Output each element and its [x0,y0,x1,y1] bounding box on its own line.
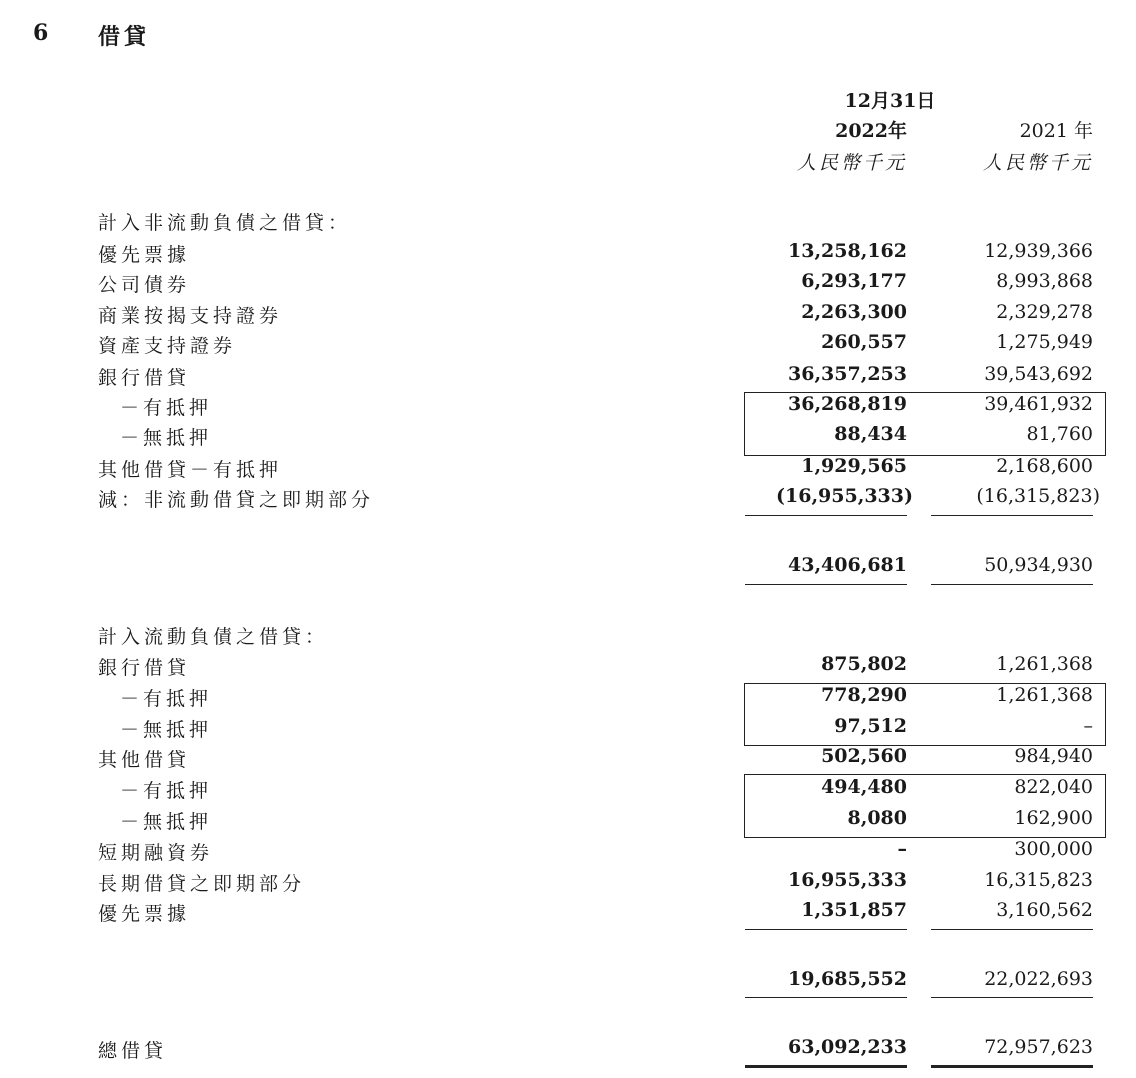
grand-total-2022: 63,092,233 [788,1036,907,1058]
value-2022: 36,357,253 [788,363,907,385]
total-rule [931,584,1093,585]
row-label: 優先票據 [98,244,191,266]
row-label: 公司債券 [98,274,191,296]
total-rule [931,997,1093,998]
header-date: 12月31日 [844,90,936,112]
value-2022: – [897,838,907,860]
value-2022: 778,290 [821,684,907,706]
grand-total-2021: 72,957,623 [984,1036,1093,1058]
value-2022: 13,258,162 [788,240,907,262]
value-2021: 39,543,692 [984,363,1093,385]
row-label: －無抵押 [120,719,213,741]
value-2021: (16,315,823) [976,485,1100,507]
total-rule [745,997,907,998]
header-unit-2021: 人民幣千元 [982,152,1093,174]
subtotal-rule [931,515,1093,516]
row-label: 其他借貸－有抵押 [98,459,283,481]
subtotal-rule [745,929,907,930]
value-2022: 8,080 [847,807,907,829]
value-2021: 2,329,278 [996,301,1093,323]
total-rule [745,584,907,585]
value-2022: 494,480 [821,776,907,798]
value-2022: 97,512 [834,715,907,737]
row-label: －無抵押 [120,811,213,833]
note-title: 借貸 [98,24,151,50]
row-label: 減：非流動借貸之即期部分 [98,489,375,511]
value-2022: 1,351,857 [801,899,907,921]
value-2021: 162,900 [1014,807,1093,829]
header-year-2022: 2022年 [835,120,907,142]
value-2021: 2,168,600 [996,455,1093,477]
row-label: －無抵押 [120,427,213,449]
value-2021: 81,760 [1026,423,1093,445]
row-label: －有抵押 [120,397,213,419]
current-total-2022: 19,685,552 [788,968,907,990]
value-2022: 36,268,819 [788,393,907,415]
value-2021: 1,261,368 [996,653,1093,675]
value-2021: 39,461,932 [984,393,1093,415]
value-2022: 1,929,565 [801,455,907,477]
note-number: 6 [33,20,49,46]
row-label: 長期借貸之即期部分 [98,873,306,895]
header-unit-2022: 人民幣千元 [796,152,907,174]
subtotal-rule [745,515,907,516]
value-2021: 1,275,949 [996,331,1093,353]
value-2022: 502,560 [821,745,907,767]
row-label: 短期融資券 [98,842,214,864]
value-2022: 6,293,177 [801,270,907,292]
subtotal-rule [931,929,1093,930]
header-year-2021: 2021 年 [1019,120,1093,142]
value-2021: 300,000 [1014,838,1093,860]
value-2022: 16,955,333 [788,869,907,891]
value-2021: 12,939,366 [984,240,1093,262]
value-2022: 88,434 [834,423,907,445]
row-label: 商業按揭支持證券 [98,305,283,327]
value-2022: 875,802 [821,653,907,675]
grand-total-rule [931,1065,1093,1068]
value-2021: 984,940 [1014,745,1093,767]
current-total-2021: 22,022,693 [984,968,1093,990]
row-label: 優先票據 [98,903,191,925]
value-2022: 260,557 [821,331,907,353]
non-current-total-2022: 43,406,681 [788,554,907,576]
row-label: 其他借貸 [98,749,191,771]
value-2021: 1,261,368 [996,684,1093,706]
row-label: 資產支持證券 [98,335,237,357]
value-2021: 822,040 [1014,776,1093,798]
section-heading-current: 計入流動負債之借貸： [98,626,329,648]
non-current-total-2021: 50,934,930 [984,554,1093,576]
value-2021: – [1083,715,1093,737]
value-2021: 3,160,562 [996,899,1093,921]
value-2022: 2,263,300 [801,301,907,323]
value-2021: 8,993,868 [996,270,1093,292]
value-2022: (16,955,333) [776,485,913,507]
row-label: －有抵押 [120,688,213,710]
row-label: －有抵押 [120,780,213,802]
row-label: 銀行借貸 [98,657,191,679]
value-2021: 16,315,823 [984,869,1093,891]
grand-total-rule [745,1065,907,1068]
grand-total-label: 總借貸 [98,1040,168,1062]
row-label: 銀行借貸 [98,367,191,389]
section-heading-non-current: 計入非流動負債之借貸： [98,212,352,234]
